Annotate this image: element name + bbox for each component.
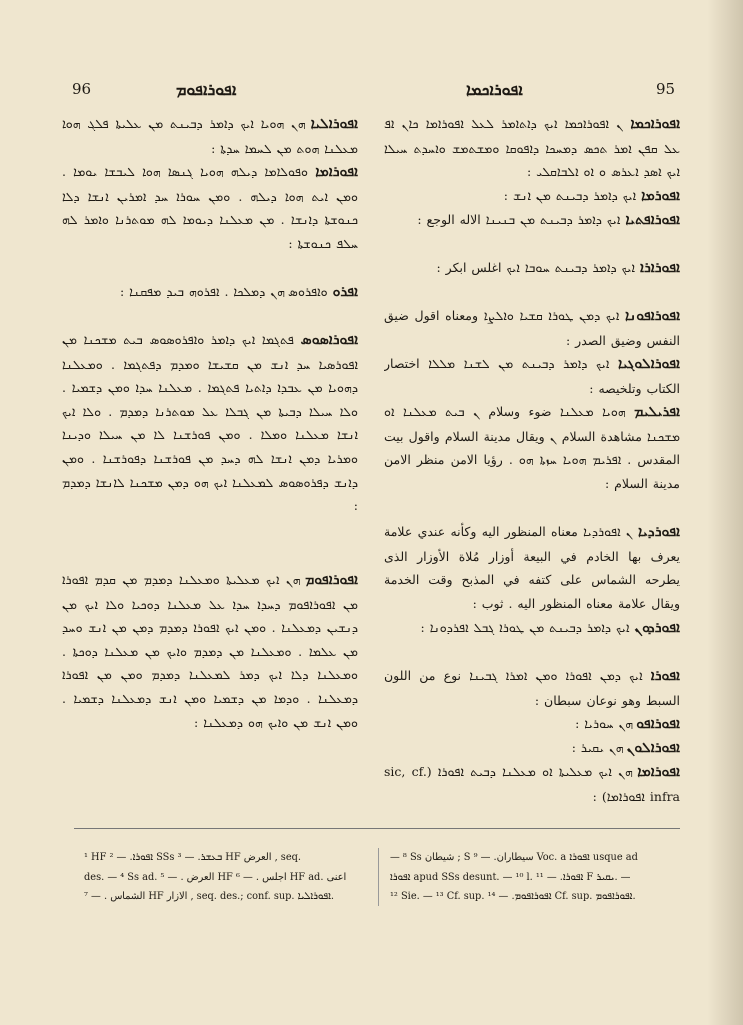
entry-headword: ܐܦܘܪܡܐ <box>641 188 680 204</box>
entry-headword: ܐܦܘܪܕܝܐ <box>638 524 680 540</box>
entry-text: ܗܢ ܝܩܝܪ : <box>571 740 622 755</box>
entry-text: ܐܝܟ ܕܐܡܪ ܕܒܝܢܬ ܡܢ ܠܫܢܐ ܡܠܠܐ اختصار الكتاب وتلخيصه : <box>384 356 680 396</box>
entry-text: ܗܘܝܐ ܡܥܠܢܐ ضوء وسلام ܢ ܒܝܬ ܡܥܠܢܐ ܐܘ ܡܫܟܢܐ مشاهدة السلام ܢ ويقال مدينة السلام واقول بيت المقدس . ܐܦܪܝܡ ܗܘܝܐ ܚܙܬܐ ܗܘ . رؤيا الامن منظر الامن مدينة السلام : <box>384 404 680 491</box>
dictionary-entry <box>384 352 680 400</box>
entry-text: ܐܝܟ ܕܡܢ ܐܦܘܪܐ ܘܡܢ ܐܡܪܐ ܓܒܝܢܐ نوع من اللون السبط وهو نوعان سبطان : <box>384 668 680 708</box>
footnote-line: الشماس . — ⁷ HF الازار , seq. des.; conf. sup. ܐܦܘܪܐܠܝܐ. <box>84 891 334 902</box>
entry-headword: ܐܦܘܪܐܡܐ <box>637 764 680 780</box>
entry-headword: ܐܦܘܪܐ <box>650 668 680 684</box>
footnote-line: ¹² Sie. — ¹³ Cf. sup. ܐܦܘܪܐܦܘܡ. — ¹⁴ Cf. sup. ܐܦܘܪܐܦܘܡ. <box>390 891 636 902</box>
dictionary-entry <box>384 400 680 520</box>
entry-text: ܗܢ ܐܝܟ ܡܥܠܝܬܐ ܐܘ ܡܥܠܢܐ ܕܒܝܬ ܐܦܘܪܐ (sic, cf. infra ܐܦܘܪܐܡܐ) : <box>384 764 680 804</box>
dictionary-entry <box>384 304 680 352</box>
entry-text: ܐܝܟ ܕܡܢ ܛܘܪܐ ܩܫܝܐ ܘܐܠܨܐ ومعناه اقول ضيق النفس وضيق الصدر : <box>384 308 680 348</box>
entry-text: ܦܬܓܡܐ ܐܝܟ ܕܐܡܪ ܘܐܦܪܘܣܘܣ ܒܝܬ ܡܫܟܢܐ ܡܢ ܐܦܘܪܣܝܐ ܚܕ ܐܢܫ ܡܢ ܩܫܝܫܐ ܘܡܕܡ ܕܦܬܓܡܐ . ܘܡܥܠܢܐ ܕܗܘܝܐ ܡܢ ܥܒܕܐ ܕܐܬܝܐ ܦܬܓܡܐ . ܡܥܠܢܐ ܚܕܐ ܘܡܢ ܕܫܡܝܐ . ܘܠܐ ܚܝܠܐ ܕܒܝܬܐ ܡܢ ܓܒܠܐ ܥܠ ܡܘܬܪܢܐ ܕܡܕܡ . ܘܠܐ ܐܝܟ ܐܢܫܐ ܡܥܠܢܐ ܘܡܠܐ . ܘܡܢ ܦܘܪܫܢܐ ܠܐ ܡܢ ܚܝܠܐ ܘܕܝܢܐ ܘܡܪܝܐ ܕܡܢ ܐܢܫܐ ܠܗ ܕܚܕ ܡܢ ܦܘܪܫܢܐ ܕܦܘܪܫܢܐ . ܘܡܢ ܕܐܢܫ ܕܦܪܘܣܘܣ ܠܡܥܠܢܐ ܐܝܟ ܗܘ ܕܡܢ ܡܫܟܢܐ ܠܐܢܫܐ ܕܡܕܡ : <box>62 332 358 514</box>
entry-headword: ܐܦܘܪܐܟܡܐ <box>630 116 680 132</box>
dictionary-entry <box>384 184 680 208</box>
entry-headword: ܐܦܘܪܐܠܘܓܝܐ <box>618 356 680 372</box>
entry-text: ܗܢ ܚܘܪܝܐ : <box>575 716 632 731</box>
entry-headword: ܐܦܘܪܐܣܘܣ <box>300 332 358 348</box>
footnote-rule <box>74 828 680 829</box>
dictionary-entry <box>384 256 680 304</box>
dictionary-entry <box>384 208 680 256</box>
page-edge-shadow <box>707 0 743 1025</box>
entry-text: ܐܝܟ ܕܐܡܪ ܕܒܝܢܬ ܡܢ ܐܢܫ : <box>503 188 637 203</box>
footnote-line: — ⁸ Ss شيطان ; S سيطاران. — ⁹ Voc. a ܐܦܘܪܐ usque ad <box>390 852 638 863</box>
left-column <box>62 112 358 808</box>
footnote-line: des. — ⁴ Ss ad. العرض . — ⁵ HF اجلس . — ⁶ HF ad. اعنى <box>84 871 347 883</box>
footnote-line: ¹ HF ܐܦܘܪܐ. — ² SSs ܒܥܫܪ. — ³ HF العرض , seq. <box>84 852 302 863</box>
entry-text: ܐܝܟ ܕܐܡܪ ܕܒܝܢܬ ܡܢ ܛܘܪܐ ܓܒܠ ܐܦܪܕܘܢܐ : <box>420 620 630 635</box>
left-page-number: 96 <box>72 80 92 98</box>
dictionary-entry <box>62 328 358 568</box>
right-column <box>384 112 680 808</box>
entry-headword: ܐܦܪܝܠܝܡ <box>634 404 680 420</box>
entry-headword: ܐܦܪܘ <box>332 284 358 300</box>
dictionary-entry <box>384 664 680 712</box>
dictionary-entry <box>384 760 680 808</box>
footnote-column-divider <box>378 848 379 906</box>
dictionary-entry <box>62 280 358 328</box>
entry-text: ܘܐܦܪܘܣ ܗܢ ܕܡܠܟܐ . ܐܦܪܘܗ ܒܝܕ ܡܦܩܢܐ : <box>119 284 328 299</box>
entry-text: ܢ ܐܦܘܪܐܟܡܐ ܐܝܟ ܕܐܬܐܡܪ ܠܥܠ ܐܦܘܪܐܡܐ ܟܐܢ ܐܦ ܥܠ ܩܦܢ ܐܡܪ ܬܟܣ ܕܡܚܟܐ ܕܐܦܘܩܐ ܘܡܫܬܡܫ ܘܐܚܕܬ ܚܝܠܐ ܐܝܟ ܐܣܕ ܐܥܪܣ ܘ ܐܘ ܐܠܒܐܩܠܝ : <box>384 116 680 180</box>
dictionary-entry <box>384 712 680 736</box>
right-page-number: 95 <box>656 80 676 98</box>
entry-text: ܘܦܘܠܐܡܐ ܕܝܠܗ ܗܘܝܐ ܓܢܣܐ ܗܘܐ ܠܝܒܫܐ ܝܘܡܐ . ܘܡܢ ܐܝܬ ܗܘܐ ܕܝܠܗ . ܘܡܢ ܚܘܪܐ ܚܕ ܐܡܪܝܢ ܐܢܫܐ ܕܠܐ ܟܢܘܫܬܐ ܕܐܢܫܐ . ܡܢ ܡܥܠܢܐ ܕܝܘܡܐ ܠܗ ܡܘܬܪܢܐ ܘܐܡܪ ܠܗ ܚܠܦ ܟܢܘܫܬܐ : <box>62 164 358 251</box>
entry-headword: ܐܦܘܪܐܦܘܢܐ <box>625 308 680 324</box>
footnote-line: ܐܦܘܪܐ apud SSs desunt. — ¹⁰ l. ܐܦܘܪܐ. — ¹¹ F ܝܩܝܪ. — <box>390 871 631 883</box>
entry-headword: ܐܦܘܪܐܦܬܝܐ <box>625 212 680 228</box>
entry-headword: ܐܦܘܪܐܠܘܢ <box>626 740 680 756</box>
entry-headword: ܐܦܘܪܐܡܐ <box>315 164 358 180</box>
entry-text: ܢ ܐܦܘܪܕܝܐ معناه المنظور اليه وكأنه عندي علامة يعرف بها الخادم في البيعة أوزار مُلاة الأوزار الذى يطرحه الشماس على كتفه في المذبح وقت الخدمة ويقال علامة معناه المنظور اليه . ثوب : <box>384 524 680 611</box>
entry-headword: ܐܦܘܪܐܠܝܐ <box>310 116 358 132</box>
dictionary-entry <box>62 112 358 160</box>
entry-headword: ܐܦܘܪܕܘܢ <box>634 620 680 636</box>
dictionary-entry <box>384 736 680 760</box>
entry-text: ܐܝܟ ܕܐܡܪ ܕܒܝܢܬ ܚܘܒܐ ܐܝܟ اغلس ابكر : <box>436 260 636 275</box>
entry-text: ܐܝܟ ܕܐܡܪ ܕܒܝܢܬ ܡܢ ܒܢܝܢܐ الاله الوجع : <box>417 212 621 227</box>
dictionary-entry <box>384 520 680 616</box>
entry-headword: ܐܦܘܪܐܪܐ <box>640 260 680 276</box>
left-running-head: ܐܦܘܪܐܦܘܡ <box>176 80 237 99</box>
dictionary-entry <box>62 160 358 280</box>
dictionary-entry <box>384 616 680 664</box>
right-footnotes <box>390 848 682 907</box>
entry-headword: ܐܦܘܪܐܦܘܡ <box>305 572 358 588</box>
dictionary-entry <box>384 112 680 184</box>
dictionary-entry <box>62 568 358 808</box>
left-footnotes <box>84 848 376 907</box>
entry-text: ܗܢ ܗܘܝܐ ܐܝܟ ܕܐܡܪ ܕܒܝܢܬ ܡܢ ܥܠܝܬܐ ܦܠܓ ܗܘܐ ܡܥܠܢܐ ܗܘܬ ܡܢ ܠܚܡܐ ܚܕܬܐ : <box>62 116 358 156</box>
entry-text: ܗܢ ܐܝܟ ܡܥܠܝܬܐ ܘܡܥܠܢܐ ܕܡܕܡ ܡܢ ܩܕܡ ܐܦܘܪܐ ܡܢ ܐܦܘܪܐܦܘܡ ܕܚܕܐ ܚܕܐ ܥܠ ܡܥܠܢܐ ܕܘܟܝܐ ܘܠܐ ܐܝܟ ܡܢ ܕܢܫܝܢ ܕܡܥܠܢܐ . ܘܡܢ ܐܝܟ ܐܦܘܪܐ ܕܡܕܡ ܕܡܢ ܡܢ ܐܢܫ ܘܚܕ ܡܢ ܥܠܡܐ . ܘܡܥܠܢܐ ܡܢ ܕܡܕܡ ܘܐܝܟ ܡܢ ܡܥܠܢܐ ܕܘܟܬܐ . ܘܡܥܠܢܐ ܕܠܐ ܐܝܟ ܕܡܪ ܠܡܥܠܢܐ ܕܡܕܡ ܘܡܢ ܡܢ ܐܦܘܪܐ ܕܡܥܠܢܐ . ܘܕܡܐ ܡܢ ܕܫܡܝܐ ܘܡܢ ܐܢܫ ܕܡܥܠܢܐ ܕܫܡܝܐ . ܘܡܢ ܐܢܫ ܡܢ ܘܐܝܟ ܗܘ ܕܡܥܠܢܐ : <box>62 572 358 730</box>
entry-headword: ܐܦܘܪܐܦܘ <box>636 716 680 732</box>
right-running-head: ܐܦܘܪܐܟܡܐ <box>466 80 523 99</box>
